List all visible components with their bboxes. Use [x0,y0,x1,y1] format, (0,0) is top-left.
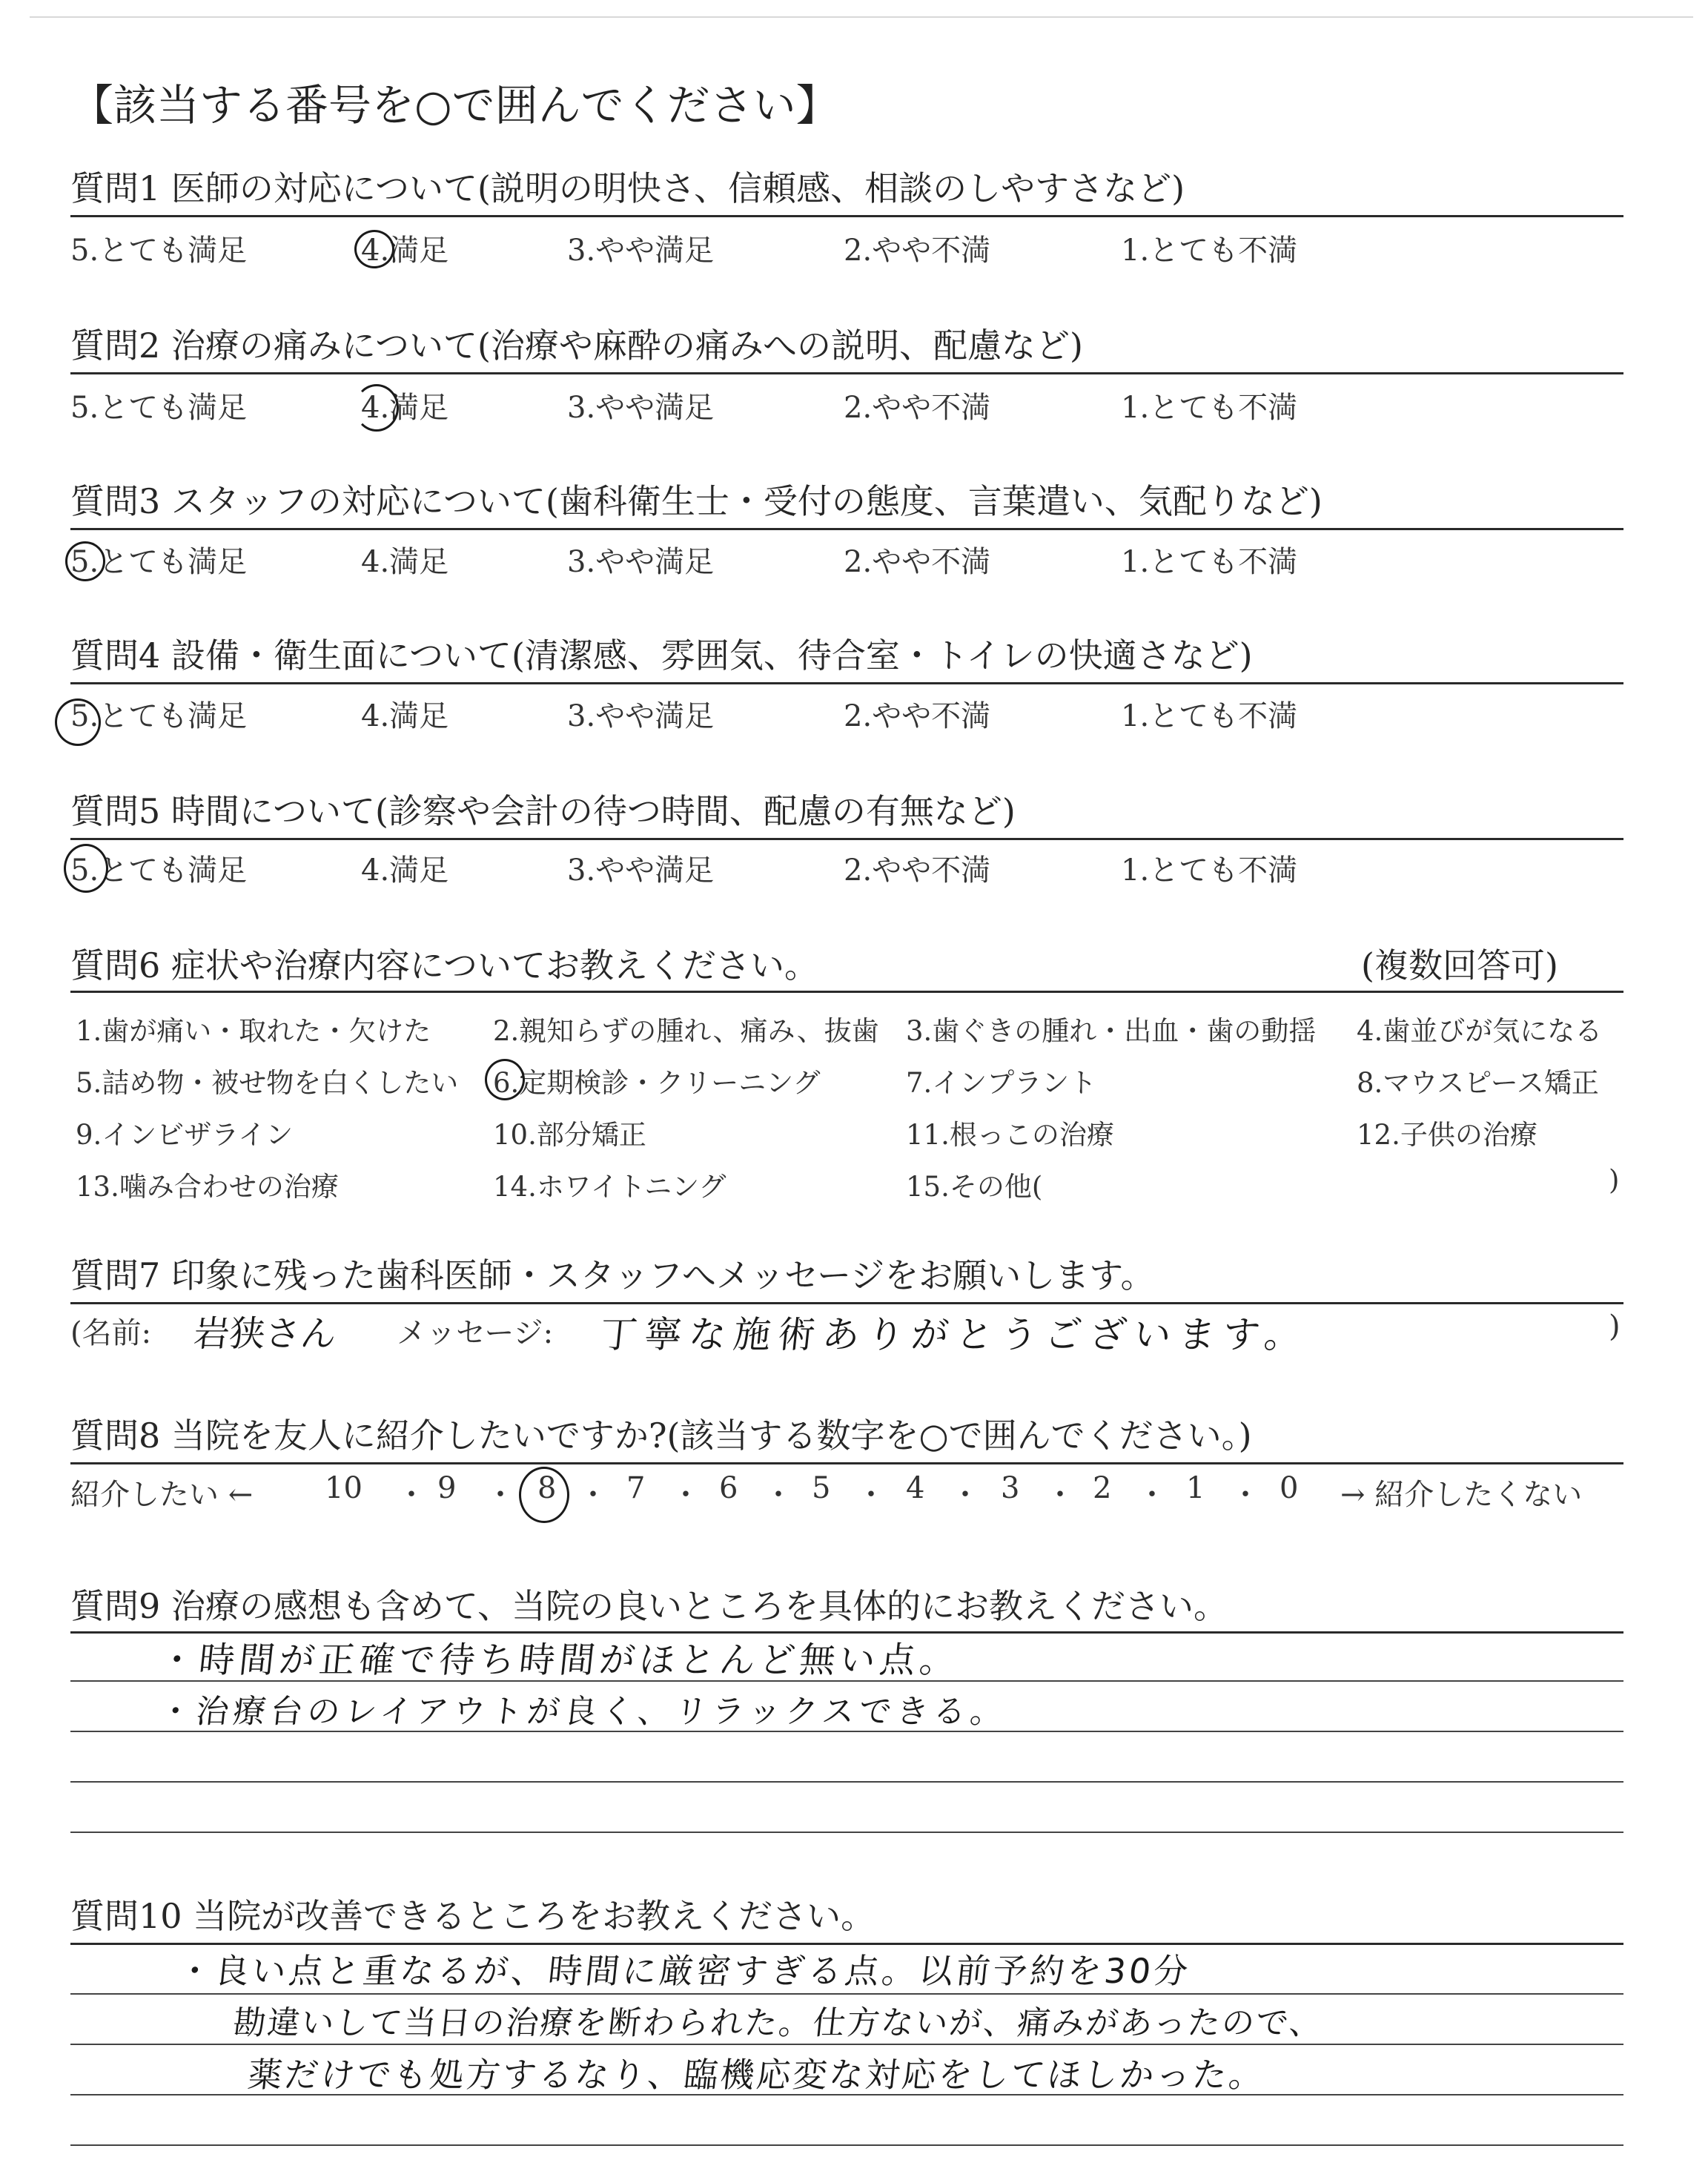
question-4-title: 質問4 設備・衛生面について(清潔感、雰囲気、待合室・トイレの快適さなど) [70,635,1253,676]
q6-option-15[interactable]: 15.その他( [906,1171,1043,1203]
q6-option-8[interactable]: 8.マウスピース矯正 [1357,1067,1599,1099]
question-8-title: 質問8 当院を友人に紹介したいですか?(該当する数字を○で囲んでください。) [70,1416,1252,1456]
q8-scale-10[interactable]: 10 [325,1471,363,1505]
q3-option-2[interactable]: 2.やや不満 [844,545,991,579]
q10-answer-3[interactable]: 薬だけでも処方するなり、臨機応変な対応をしてほしかった。 [245,2055,1268,2095]
q1-option-4[interactable]: 4.満足 [361,234,449,268]
q5-option-5[interactable]: 5.とても満足 [70,853,248,888]
q3-selection-circle [65,541,105,581]
q6-option-6[interactable]: 6.定期検診・クリーニング [493,1067,821,1099]
q8-separator: ・ [1045,1478,1075,1512]
q6-rule [70,991,1623,993]
q6-option-5[interactable]: 5.詰め物・被せ物を白くしたい [76,1067,459,1099]
q3-option-5[interactable]: 5.とても満足 [70,545,248,579]
q8-scale-3[interactable]: 3 [1001,1471,1020,1505]
q8-separator: ・ [578,1478,608,1512]
q6-selection-circle [485,1059,525,1100]
q8-separator: ・ [486,1478,515,1512]
q4-rule [70,682,1623,684]
q6-option-3[interactable]: 3.歯ぐきの腫れ・出血・歯の動揺 [906,1015,1317,1047]
q7-name-label: (名前: [70,1316,152,1350]
q8-separator: ・ [764,1478,793,1512]
q6-option-1[interactable]: 1.歯が痛い・取れた・欠けた [76,1015,431,1047]
question-5-title: 質問5 時間について(診察や会計の待つ時間、配慮の有無など) [70,791,1016,831]
q8-separator: ・ [856,1478,886,1512]
q2-option-3[interactable]: 3.やや満足 [567,391,715,425]
q2-option-2[interactable]: 2.やや不満 [844,391,991,425]
q9-line-3 [70,1781,1623,1783]
q1-option-2[interactable]: 2.やや不満 [844,234,991,268]
q6-option-4[interactable]: 4.歯並びが気になる [1357,1015,1603,1047]
q8-scale-5[interactable]: 5 [812,1471,831,1505]
q8-left-label: 紹介したい ← [70,1478,254,1512]
q6-option-11[interactable]: 11.根っこの治療 [906,1119,1114,1151]
q10-line-2 [70,2044,1623,2045]
q3-option-1[interactable]: 1.とても不満 [1121,545,1298,579]
q8-scale-0[interactable]: 0 [1280,1471,1299,1505]
q8-separator: ・ [1231,1478,1260,1512]
q2-rule [70,372,1623,374]
question-9-title: 質問9 治療の感想も含めて、当院の良いところを具体的にお教えください。 [70,1586,1228,1626]
question-10-title: 質問10 当院が改善できるところをお教えください。 [70,1896,875,1936]
q8-scale-8[interactable]: 8 [537,1471,557,1505]
q5-option-1[interactable]: 1.とても不満 [1121,853,1298,888]
q5-option-3[interactable]: 3.やや満足 [567,853,715,888]
q6-option-12[interactable]: 12.子供の治療 [1357,1119,1537,1151]
q8-scale-4[interactable]: 4 [906,1471,925,1505]
q8-scale-1[interactable]: 1 [1186,1471,1205,1505]
q7-close-paren: ) [1609,1309,1621,1344]
q1-option-1[interactable]: 1.とても不満 [1121,234,1298,268]
q8-scale-7[interactable]: 7 [626,1471,646,1505]
q8-selection-circle [519,1467,569,1523]
q4-option-2[interactable]: 2.やや不満 [844,699,991,733]
q3-option-3[interactable]: 3.やや満足 [567,545,715,579]
top-border [30,16,1693,18]
q6-option-9[interactable]: 9.インビザライン [76,1119,294,1151]
q8-scale-6[interactable]: 6 [719,1471,738,1505]
q2-selection-circle [354,384,399,432]
q5-option-4[interactable]: 4.満足 [361,853,449,888]
q8-separator: ・ [1137,1478,1167,1512]
q6-option-13[interactable]: 13.噛み合わせの治療 [76,1171,339,1203]
question-7-title: 質問7 印象に残った歯科医師・スタッフへメッセージをお願いします。 [70,1255,1155,1295]
q9-answer-2[interactable]: ・治療台のレイアウトが良く、リラックスできる。 [156,1693,1010,1731]
q8-right-label: → 紹介したくない [1340,1478,1583,1512]
page-heading: 【該当する番号を○で囲んでください】 [70,80,839,131]
q7-rule [70,1302,1623,1304]
q6-option-10[interactable]: 10.部分矯正 [493,1119,646,1151]
q9-answer-1[interactable]: ・時間が正確で待ち時間がほとんど無い点。 [156,1639,962,1681]
q5-rule [70,838,1623,840]
q10-line-4 [70,2144,1623,2146]
question-3-title: 質問3 スタッフの対応について(歯科衛生士・受付の態度、言葉遣い、気配りなど) [70,481,1323,521]
q1-rule [70,215,1623,217]
q2-option-5[interactable]: 5.とても満足 [70,391,248,425]
q8-scale-2[interactable]: 2 [1093,1471,1112,1505]
q7-message-value[interactable]: 丁寧な施術ありがとうございます。 [598,1313,1311,1356]
q2-option-4[interactable]: 4.満足 [361,391,449,425]
q8-separator: ・ [671,1478,701,1512]
q5-selection-circle [64,844,108,893]
q7-message-label: メッセージ: [397,1316,554,1350]
q1-option-5[interactable]: 5.とても満足 [70,234,248,268]
q4-option-5[interactable]: 5.とても満足 [70,699,248,733]
q4-option-1[interactable]: 1.とても不満 [1121,699,1298,733]
q10-line-1 [70,1993,1623,1995]
q5-option-2[interactable]: 2.やや不満 [844,853,991,888]
q9-line-4 [70,1832,1623,1833]
q4-selection-circle [55,698,101,746]
q8-separator: ・ [950,1478,980,1512]
q1-option-3[interactable]: 3.やや満足 [567,234,715,268]
question-6-note: (複数回答可) [1361,945,1558,985]
question-2-title: 質問2 治療の痛みについて(治療や麻酔の痛みへの説明、配慮など) [70,326,1083,366]
q1-selection-circle [354,230,394,268]
q10-answer-2[interactable]: 勘違いして当日の治療を断わられた。仕方ないが、痛みがあったので、 [231,2004,1325,2042]
q8-separator: ・ [397,1478,426,1512]
q6-option-15-close: ) [1609,1164,1620,1196]
question-6-title: 質問6 症状や治療内容についてお教えください。 [70,945,818,985]
q3-rule [70,528,1623,530]
q3-option-4[interactable]: 4.満足 [361,545,449,579]
q4-option-4[interactable]: 4.満足 [361,699,449,733]
question-1-title: 質問1 医師の対応について(説明の明快さ、信頼感、相談のしやすさなど) [70,168,1185,208]
q6-option-7[interactable]: 7.インプラント [906,1067,1097,1099]
q8-scale-9[interactable]: 9 [437,1471,457,1505]
q6-option-14[interactable]: 14.ホワイトニング [493,1171,726,1203]
q7-name-value[interactable]: 岩狭さん [191,1313,339,1355]
q2-option-1[interactable]: 1.とても不満 [1121,391,1298,425]
q10-answer-1[interactable]: ・良い点と重なるが、時間に厳密すぎる点。以前予約を30分 [175,1951,1194,1991]
q8-rule [70,1462,1623,1464]
q4-option-3[interactable]: 3.やや満足 [567,699,715,733]
q6-option-2[interactable]: 2.親知らずの腫れ、痛み、抜歯 [493,1015,879,1047]
